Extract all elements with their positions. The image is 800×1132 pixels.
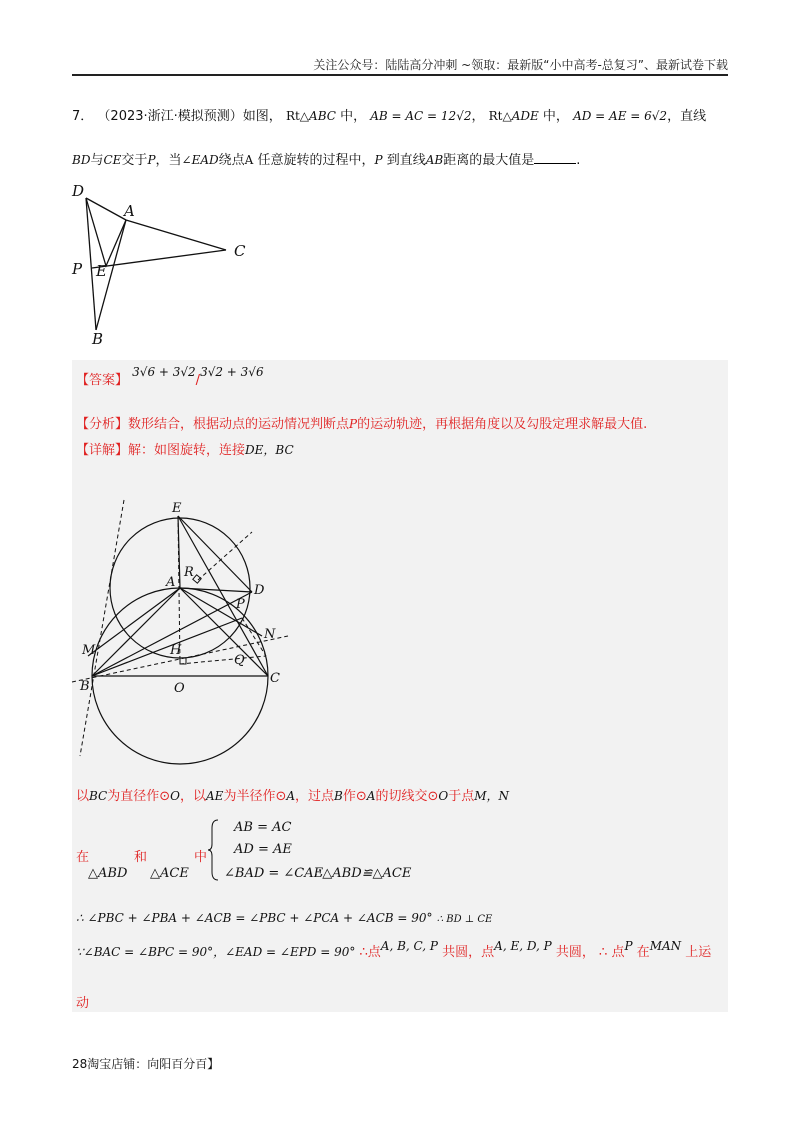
step-2-he: 和 — [134, 850, 148, 865]
q-text: 中， — [340, 109, 367, 124]
step-math: P — [624, 939, 633, 953]
label-M: M — [82, 643, 96, 658]
q-text: ，当 — [155, 153, 182, 168]
analysis-row — [76, 414, 647, 435]
header-rule — [72, 74, 728, 76]
congruence-conclusion: ∴△ABD≌△ACE — [314, 866, 412, 881]
right-angle-mark-H — [180, 658, 186, 664]
q-text: ，直线 — [667, 109, 707, 124]
step-text: 以 — [76, 789, 90, 804]
figure-2-diagram — [66, 496, 302, 768]
q-text: ， — [471, 109, 485, 124]
q-math: Rt△ — [285, 109, 310, 123]
label-A: A — [124, 202, 135, 220]
detail-label: 【详解】 — [76, 443, 129, 458]
segment-AC — [126, 220, 226, 250]
label-B2: B — [80, 679, 90, 694]
question-source: （2023·浙江·模拟预测） — [97, 109, 243, 124]
page-header: 关注公众号：陆陆高分冲刺 ~领取：最新版“小中高考-总复习”、最新试卷下载 — [313, 58, 728, 72]
label-H: H — [170, 643, 182, 658]
dashed-line-R — [198, 532, 252, 580]
step-3 — [76, 908, 492, 930]
step-math: A — [366, 789, 376, 803]
figure-1-diagram — [66, 178, 266, 350]
system-brace — [208, 818, 220, 882]
segment-BP — [92, 618, 242, 676]
system-eq-3: ∠BAD = ∠CAE — [224, 866, 324, 881]
label-D2: D — [254, 583, 265, 598]
step-math: O — [170, 789, 180, 803]
q-math: BD — [72, 153, 91, 167]
question-number: 7． — [72, 109, 94, 124]
analysis-math: P — [349, 417, 358, 431]
step-text: ∴ 点 — [599, 945, 625, 960]
answer-row — [76, 365, 264, 391]
step-math: ∴ BD ⊥ CE — [436, 914, 493, 925]
q-text: 绕点 — [218, 153, 245, 168]
step-text: ∴点 — [359, 945, 381, 960]
q-math: ∠EAD — [181, 153, 219, 167]
segment-BA — [92, 588, 180, 676]
q-text: 与 — [90, 153, 104, 168]
step-4 — [76, 939, 712, 963]
q-math: Rt△ — [488, 109, 512, 123]
q-text: 中， — [542, 109, 569, 124]
step-text: 于点 — [448, 789, 475, 804]
step-math: MAN — [649, 939, 682, 953]
q-text: 距离的最大值是 — [443, 153, 535, 168]
step-2-tri1: △ABD — [88, 866, 128, 881]
q-text: 到直线 — [386, 153, 426, 168]
system-eq-1: AB = AC — [234, 820, 292, 835]
right-angle-mark-R — [193, 575, 201, 583]
label-P: P — [72, 260, 83, 278]
step-math: A — [286, 789, 296, 803]
detail-math: DE，BC — [245, 443, 294, 457]
q-math: A — [244, 153, 254, 167]
step-text: 上运 — [685, 945, 712, 960]
q-math: P — [147, 153, 156, 167]
label-O: O — [174, 681, 185, 696]
q-text: . — [576, 153, 581, 168]
answer-value-1: 3√6 + 3√2 — [132, 365, 196, 379]
label-N: N — [264, 627, 276, 642]
analysis-text: 数形结合，根据动点的运动情况判断点 — [128, 417, 350, 432]
step-2-zai: 在 — [76, 850, 90, 865]
step-text: 的切线交⊙ — [375, 789, 439, 804]
label-Q: Q — [234, 653, 245, 668]
detail-row — [76, 440, 294, 461]
answer-label: 【答案】 — [76, 373, 129, 388]
step-math: A, B, C, P — [380, 939, 438, 953]
step-math: M，N — [474, 789, 510, 803]
step-math: AE — [206, 789, 224, 803]
step-math: A, E, D, P — [494, 939, 552, 953]
segment-MA — [88, 588, 180, 656]
label-R: R — [184, 565, 194, 580]
step-1 — [76, 786, 509, 807]
step-text: 为半径作⊙ — [223, 789, 287, 804]
step-math: ∴ ∠PBC + ∠PBA + ∠ACB = ∠PBC + ∠PCA + ∠ACB = 90° — [76, 911, 433, 925]
answer-separator: / — [195, 373, 201, 388]
q-math: AB — [425, 153, 444, 167]
label-D: D — [72, 182, 85, 200]
label-C2: C — [270, 671, 280, 686]
q-text: 任意旋转的过程中， — [257, 153, 375, 168]
step-2-zhong: 中 — [194, 850, 208, 865]
step-text: 在 — [636, 945, 650, 960]
segment-AD — [180, 588, 252, 592]
q-math: AD = AE = 6√2 — [573, 109, 668, 123]
step-text: ，以 — [180, 789, 207, 804]
analysis-text: 的运动轨迹，再根据角度以及勾股定理求解最大值. — [357, 417, 648, 432]
label-E: E — [96, 262, 107, 280]
step-text: 为直径作⊙ — [107, 789, 171, 804]
step-text: 共圆，点 — [442, 945, 495, 960]
step-text: 共圆， — [555, 945, 595, 960]
analysis-label: 【分析】 — [76, 417, 129, 432]
label-E2: E — [172, 501, 182, 516]
step-math: O — [438, 789, 449, 803]
question-line-1 — [72, 106, 706, 127]
step-2-tri2: △ACE — [150, 866, 189, 881]
q-math: ADE — [511, 109, 539, 123]
answer-value-2: 3√2 + 3√6 — [200, 365, 264, 379]
answer-blank — [534, 151, 576, 164]
label-C: C — [234, 242, 246, 260]
page-footer: 28淘宝店铺：向阳百分百】 — [72, 1057, 220, 1071]
q-text: 交于 — [121, 153, 148, 168]
q-math: AB = AC = 12√2 — [370, 109, 472, 123]
q-math: P — [374, 153, 383, 167]
system-eq-2: AD = AE — [234, 842, 292, 857]
step-text: ，过点 — [295, 789, 335, 804]
question-line-2 — [72, 150, 580, 171]
detail-text: 解：如图旋转，连接 — [128, 443, 246, 458]
q-math: ABC — [309, 109, 336, 123]
label-P2: P — [236, 597, 245, 612]
q-math: CE — [103, 153, 122, 167]
segment-DB — [86, 198, 96, 330]
step-text: 作⊙ — [342, 789, 367, 804]
segment-BD — [92, 592, 252, 676]
step-math: ∵∠BAC = ∠BPC = 90°，∠EAD = ∠EPD = 90° — [76, 945, 356, 959]
label-A2: A — [166, 575, 176, 590]
step-5: 动 — [76, 996, 90, 1011]
label-B: B — [92, 330, 104, 348]
step-math: BC — [89, 789, 108, 803]
q-text: 如图， — [242, 109, 282, 124]
step-math: B — [334, 789, 343, 803]
